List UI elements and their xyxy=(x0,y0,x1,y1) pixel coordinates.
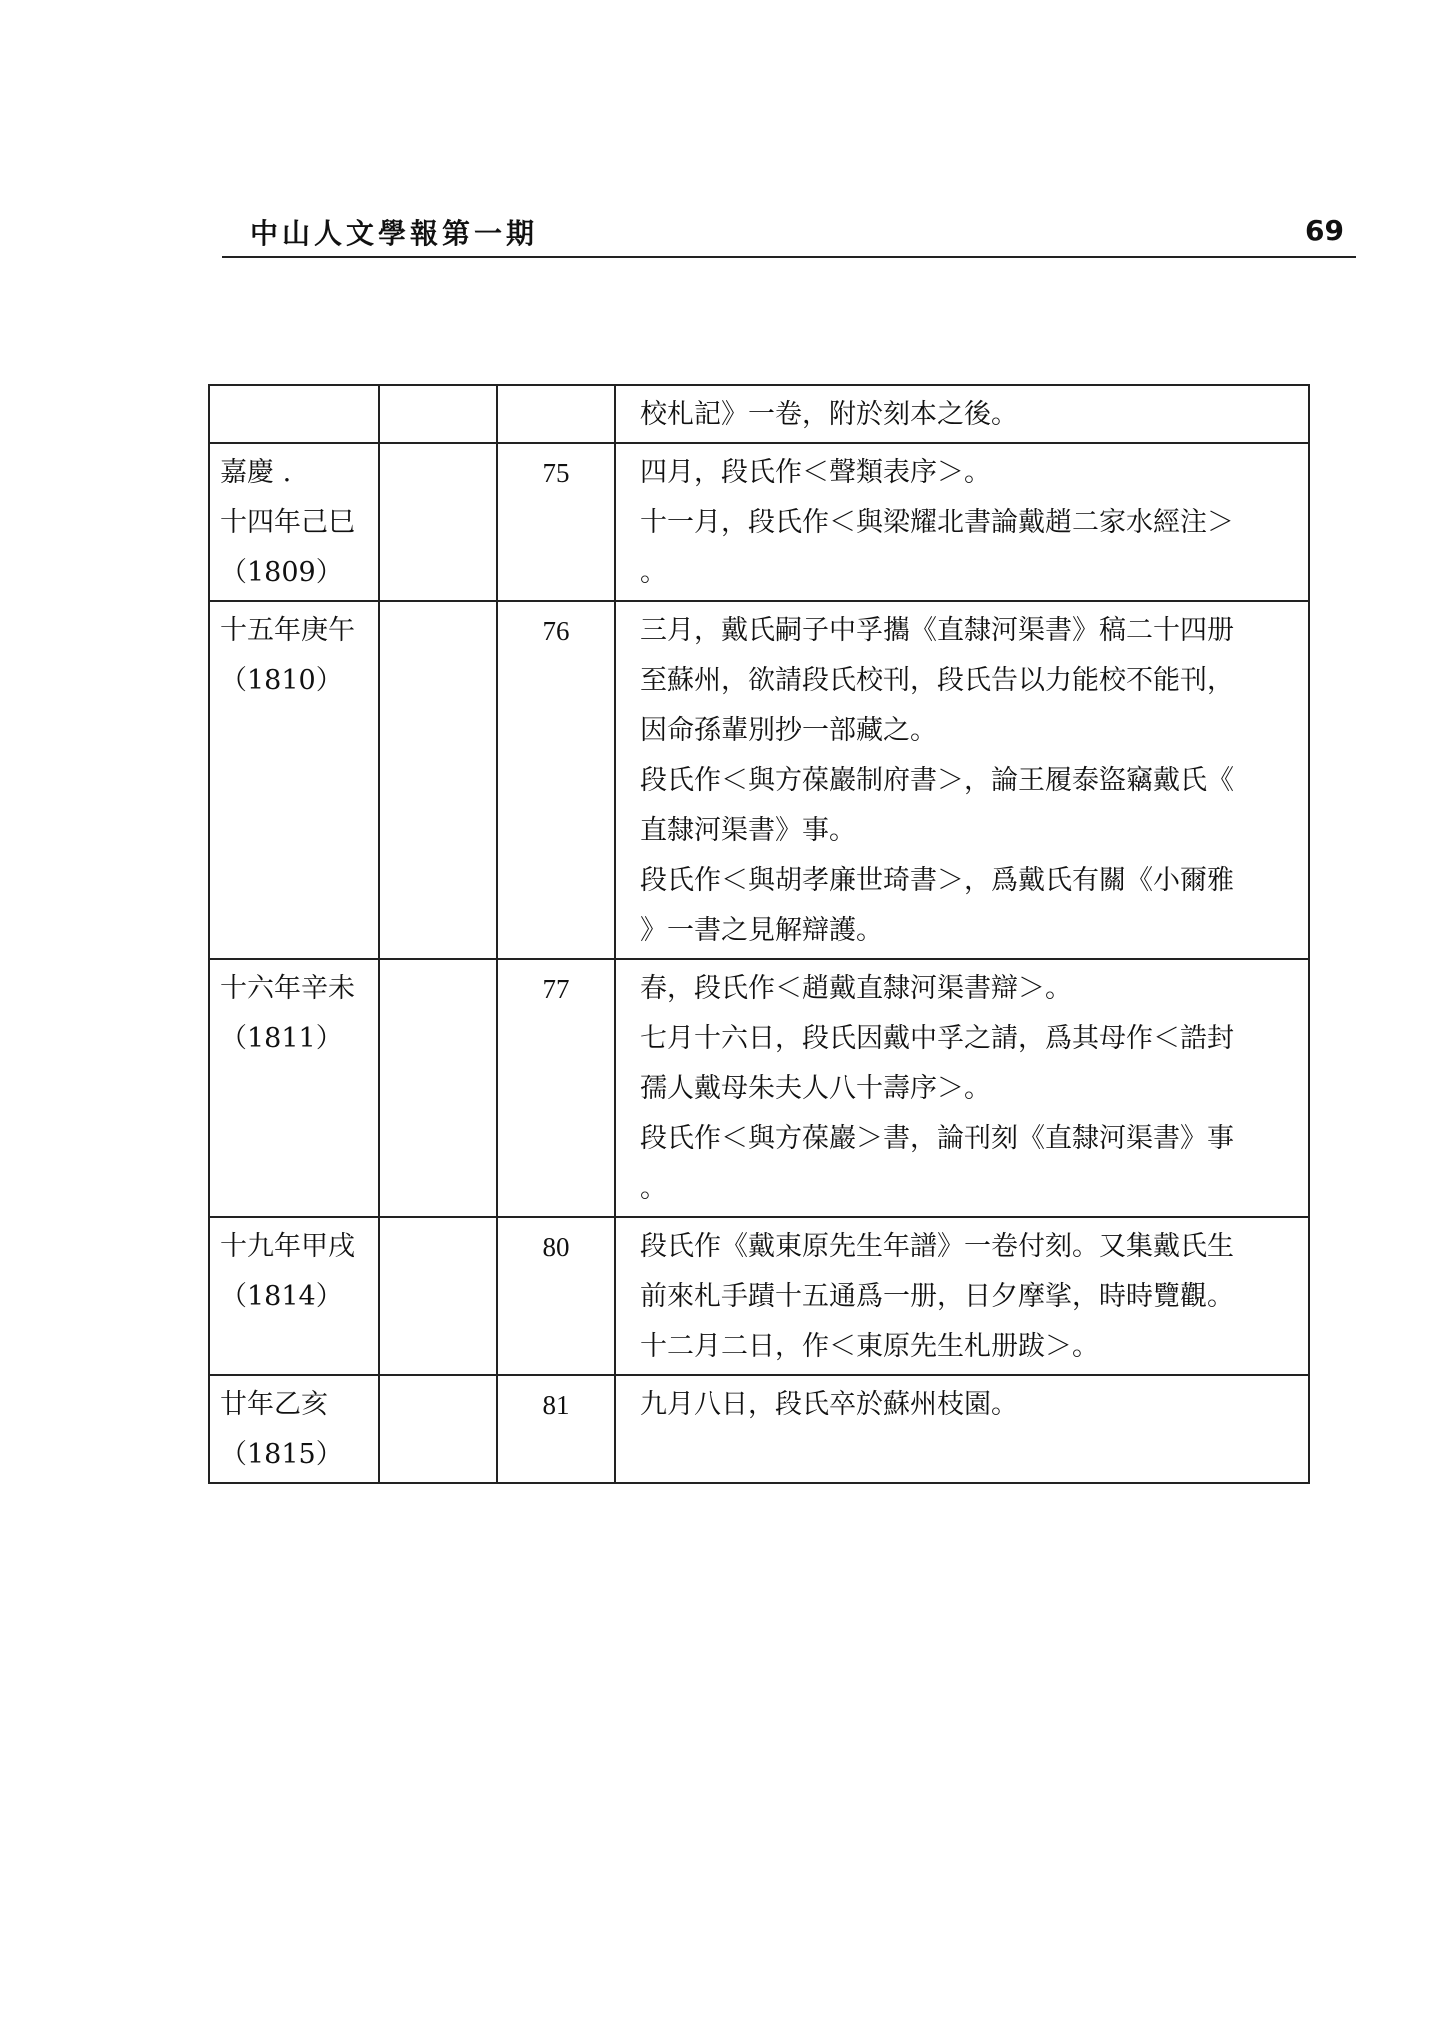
event-line: 段氏作＜與胡孝廉世琦書＞，爲戴氏有關《小爾雅 xyxy=(640,865,1234,896)
event-line: 段氏作＜與方葆巖＞書，論刊刻《直隸河渠書》事 xyxy=(640,1123,1234,1154)
blank-cell xyxy=(379,1217,497,1375)
table-row xyxy=(209,1217,1309,1375)
event-line: 因命孫輩別抄一部藏之。 xyxy=(640,715,937,746)
era-cell xyxy=(209,601,379,959)
era-line: （1811） xyxy=(220,1023,343,1054)
age-cell: 81 xyxy=(497,1375,615,1483)
event-line: 四月，段氏作＜聲類表序＞。 xyxy=(640,457,991,488)
age-cell: 80 xyxy=(497,1217,615,1375)
event-line: 七月十六日，段氏因戴中孚之請，爲其母作＜誥封 xyxy=(640,1023,1234,1054)
age-cell: 77 xyxy=(497,959,615,1217)
event-line: 十二月二日，作＜東原先生札册跋＞。 xyxy=(640,1331,1099,1362)
era-line: 十九年甲戌 xyxy=(220,1231,355,1262)
era-cell xyxy=(209,1375,379,1483)
age-cell: 75 xyxy=(497,443,615,601)
event-line: 》一書之見解辯護。 xyxy=(640,915,883,946)
era-line: （1815） xyxy=(220,1439,343,1470)
table-row xyxy=(209,443,1309,601)
era-line: （1809） xyxy=(220,557,343,588)
page-number: 69 xyxy=(1305,214,1344,247)
era-line: 十五年庚午 xyxy=(220,615,355,646)
event-line: 直隸河渠書》事。 xyxy=(640,815,856,846)
chronology-table xyxy=(208,384,1310,1484)
blank-cell xyxy=(379,443,497,601)
era-line: 廿年乙亥 xyxy=(220,1389,328,1420)
event-line: 。 xyxy=(640,1173,667,1204)
events-cell xyxy=(615,1217,1309,1375)
era-line: 十四年己巳 xyxy=(220,507,355,538)
event-line: 十一月，段氏作＜與梁耀北書論戴趙二家水經注＞ xyxy=(640,507,1234,538)
events-cell xyxy=(615,959,1309,1217)
age-cell: 76 xyxy=(497,601,615,959)
events-cell xyxy=(615,443,1309,601)
blank-cell xyxy=(379,385,497,443)
chronology-table-body xyxy=(209,385,1309,1483)
event-line: 春，段氏作＜趙戴直隸河渠書辯＞。 xyxy=(640,973,1072,1004)
table-row xyxy=(209,385,1309,443)
event-line: 孺人戴母朱夫人八十壽序＞。 xyxy=(640,1073,991,1104)
events-cell xyxy=(615,385,1309,443)
era-cell xyxy=(209,959,379,1217)
era-line: （1810） xyxy=(220,665,343,696)
era-cell xyxy=(209,443,379,601)
table-row xyxy=(209,959,1309,1217)
era-cell xyxy=(209,385,379,443)
event-line: 九月八日，段氏卒於蘇州枝園。 xyxy=(640,1389,1018,1420)
blank-cell xyxy=(379,601,497,959)
blank-cell xyxy=(379,1375,497,1483)
era-cell xyxy=(209,1217,379,1375)
era-line: 嘉慶 . xyxy=(220,457,292,488)
era-line: 十六年辛未 xyxy=(220,973,355,1004)
journal-title: 中山人文學報第一期 xyxy=(250,217,539,250)
running-header xyxy=(222,204,1356,258)
event-line: 前來札手蹟十五通爲一册，日夕摩挲，時時覽觀。 xyxy=(640,1281,1234,1312)
events-cell xyxy=(615,601,1309,959)
events-cell xyxy=(615,1375,1309,1483)
event-line: 段氏作＜與方葆巖制府書＞，論王履泰盜竊戴氏《 xyxy=(640,765,1234,796)
table-row xyxy=(209,1375,1309,1483)
table-row xyxy=(209,601,1309,959)
event-line: 三月，戴氏嗣子中孚攜《直隸河渠書》稿二十四册 xyxy=(640,615,1234,646)
blank-cell xyxy=(379,959,497,1217)
event-line: 段氏作《戴東原先生年譜》一卷付刻。又集戴氏生 xyxy=(640,1231,1234,1262)
age-cell xyxy=(497,385,615,443)
era-line: （1814） xyxy=(220,1281,343,1312)
event-line: 至蘇州，欲請段氏校刊，段氏告以力能校不能刊， xyxy=(640,665,1234,696)
event-line: 校札記》一卷，附於刻本之後。 xyxy=(640,399,1018,430)
event-line: 。 xyxy=(640,557,667,588)
